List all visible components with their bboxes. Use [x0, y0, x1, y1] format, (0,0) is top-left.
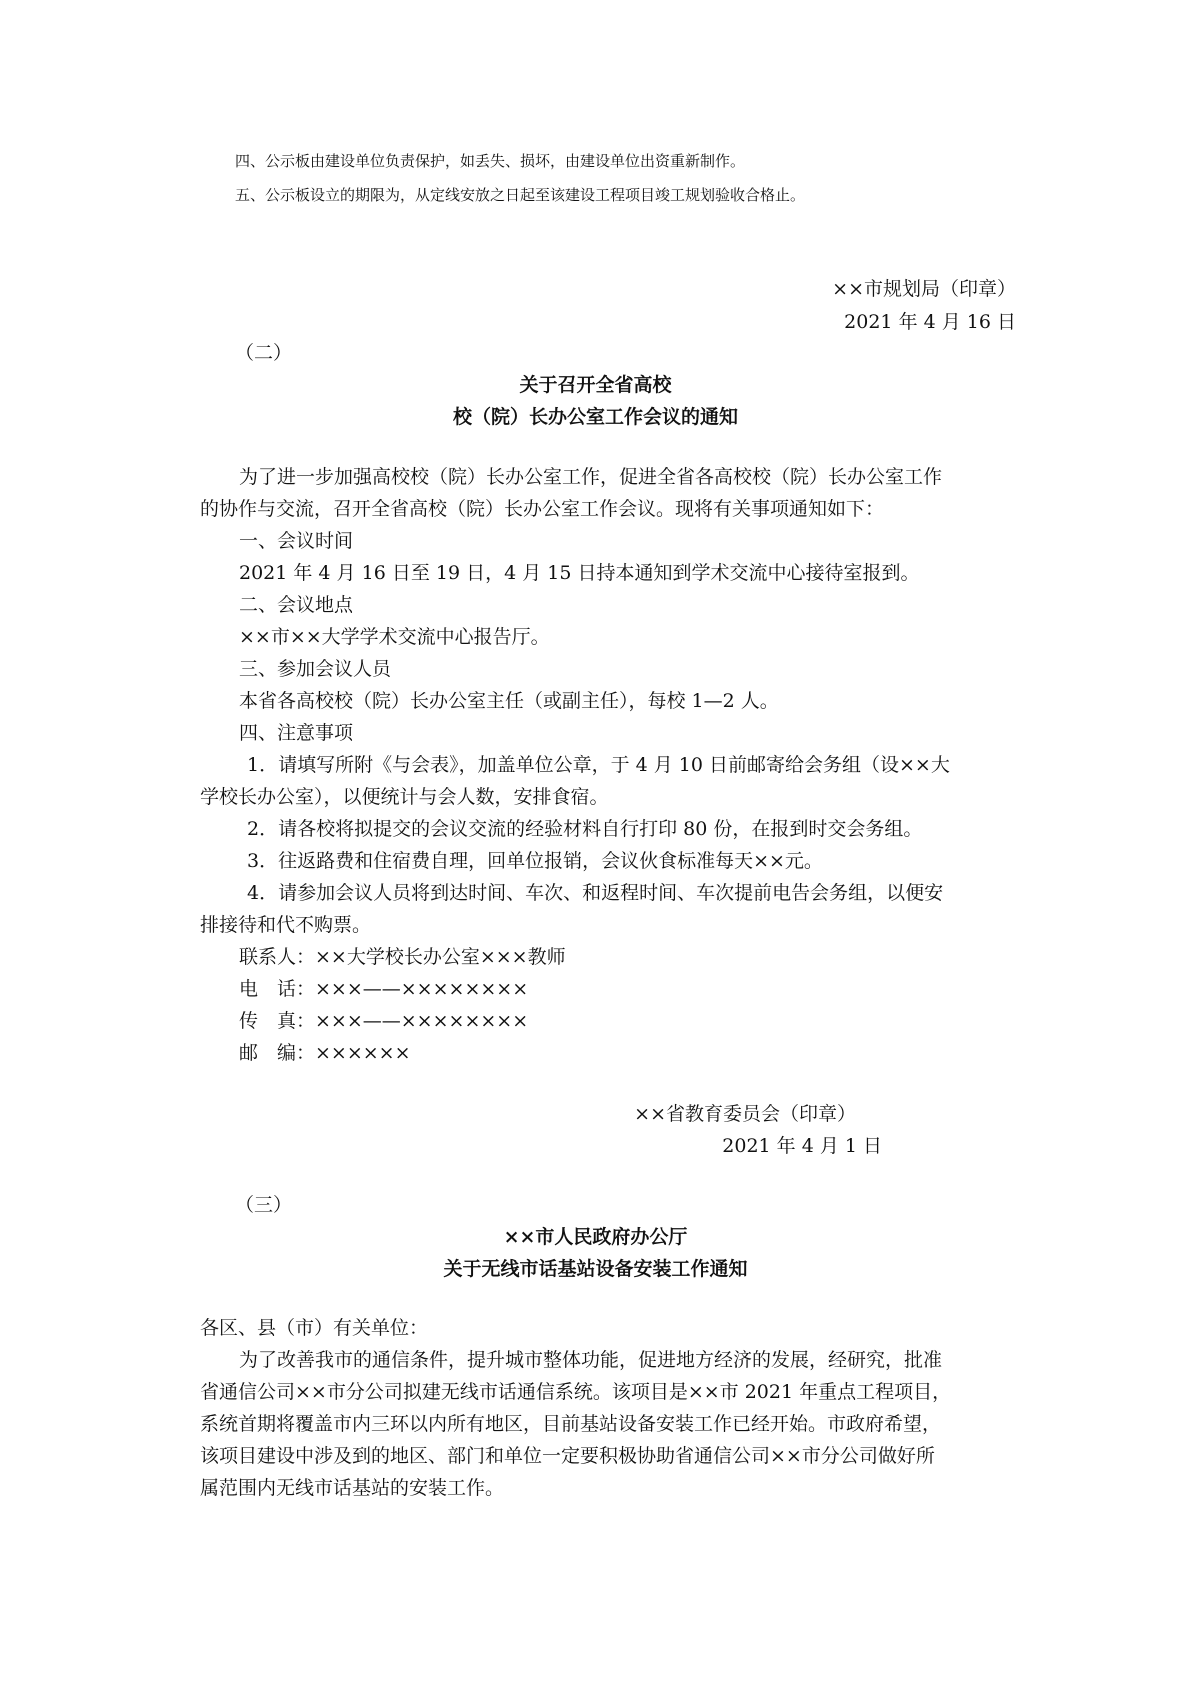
part2-date: 2021 年 4 月 1 日: [722, 1135, 882, 1157]
part2-postcode: 邮 编：××××××: [239, 1042, 411, 1064]
part1-date: 2021 年 4 月 16 日: [844, 311, 1016, 333]
part2-title-line2: 校（院）长办公室工作会议的通知: [452, 406, 738, 428]
part2-heading-2: 二、会议地点: [239, 594, 354, 616]
part2-fax: 传 真：×××——××××××××: [239, 1010, 529, 1032]
part2-contact: 联系人：××大学校长办公室×××教师: [239, 946, 566, 968]
part3-body-line3: 系统首期将覆盖市内三环以内所有地区，目前基站设备安装工作已经开始。市政府希望，: [200, 1413, 942, 1435]
part3-title-line1: ××市人民政府办公厅: [503, 1226, 688, 1248]
part2-note-3: 3．往返路费和住宿费自理，回单位报销，会议伙食标准每天××元。: [247, 850, 823, 872]
part2-heading-1-text: 2021 年 4 月 16 日至 19 日，4 月 15 日持本通知到学术交流中心接待室报到。: [239, 562, 920, 584]
part2-note-4-line1: 4．请参加会议人员将到达时间、车次、和返程时间、车次提前电告会务组，以便安: [247, 882, 944, 904]
part2-section-mark: （二）: [235, 342, 293, 364]
part3-section-mark: （三）: [235, 1194, 293, 1216]
part2-note-1-line2: 学校长办公室），以便统计与会人数，安排食宿。: [200, 786, 609, 808]
part2-heading-3: 三、参加会议人员: [239, 658, 392, 680]
part3-body-line1: 为了改善我市的通信条件，提升城市整体功能，促进地方经济的发展，经研究，批准: [239, 1349, 943, 1371]
part2-note-2: 2．请各校将拟提交的会议交流的经验材料自行打印 80 份，在报到时交会务组。: [247, 818, 923, 840]
part2-intro-line2: 的协作与交流，召开全省高校（院）长办公室工作会议。现将有关事项通知如下：: [200, 498, 885, 520]
part1-item4: 四、公示板由建设单位负责保护，如丢失、损坏，由建设单位出资重新制作。: [235, 152, 746, 170]
part3-body-line2: 省通信公司××市分公司拟建无线市话通信系统。该项目是××市 2021 年重点工程项目，: [200, 1381, 952, 1403]
part2-heading-4: 四、注意事项: [239, 722, 354, 744]
part2-phone: 电 话：×××——××××××××: [239, 978, 529, 1000]
part2-note-1-line1: 1．请填写所附《与会表》，加盖单位公章，于 4 月 10 日前邮寄给会务组（设××大: [247, 754, 950, 776]
part2-heading-1: 一、会议时间: [239, 530, 354, 552]
part3-addressee: 各区、县（市）有关单位：: [200, 1317, 429, 1339]
part3-body-line5: 属范围内无线市话基站的安装工作。: [200, 1477, 505, 1499]
part2-intro-line1: 为了进一步加强高校校（院）长办公室工作，促进全省各高校校（院）长办公室工作: [239, 466, 943, 488]
part1-item5: 五、公示板设立的期限为，从定线安放之日起至该建设工程项目竣工规划验收合格止。: [235, 186, 806, 204]
part2-note-4-line2: 排接待和代不购票。: [200, 914, 372, 936]
part3-body-line4: 该项目建设中涉及到的地区、部门和单位一定要积极协助省通信公司××市分公司做好所: [200, 1445, 935, 1467]
part1-signature: ××市规划局（印章）: [832, 278, 1016, 300]
part2-heading-3-text: 本省各高校校（院）长办公室主任（或副主任），每校 1—2 人。: [239, 690, 779, 712]
part2-signature: ××省教育委员会（印章）: [634, 1103, 856, 1125]
part2-heading-2-text: ××市××大学学术交流中心报告厅。: [239, 626, 550, 648]
part3-title-line2: 关于无线市话基站设备安装工作通知: [443, 1258, 748, 1280]
part2-title-line1: 关于召开全省高校: [519, 374, 672, 396]
